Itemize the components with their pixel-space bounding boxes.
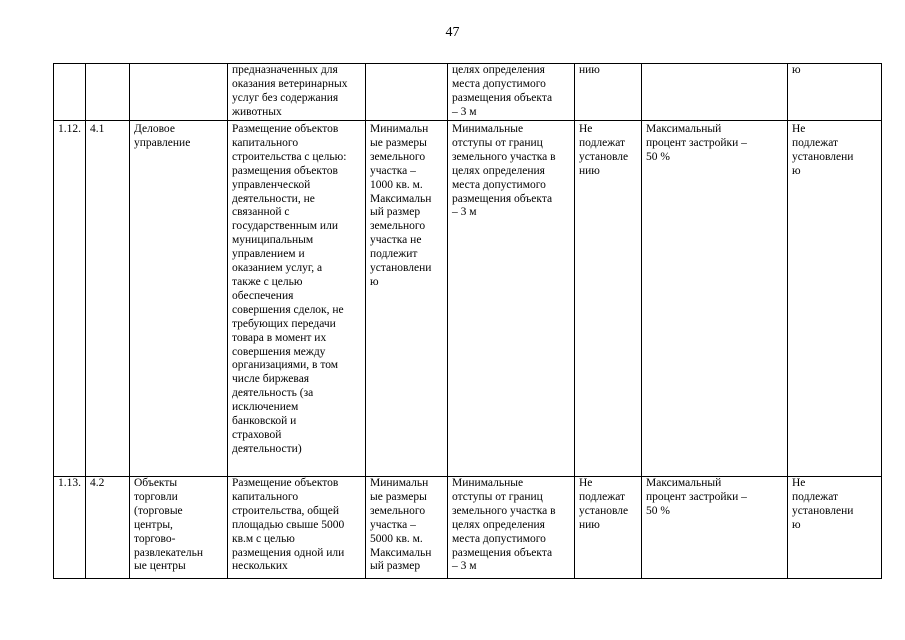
cell-description: предназначенных для оказания ветеринарных услуг без содержания животных — [228, 64, 366, 121]
cell-plot-size: Минимальн ые размеры земельного участка – 5000 кв. м. Максимальн ый размер — [366, 477, 448, 579]
cell-setbacks: целях определения места допустимого размещения объекта – 3 м — [448, 64, 575, 121]
cell-number: 1.13. — [54, 477, 86, 579]
cell-height-limit: Не подлежат установле нию — [575, 477, 642, 579]
cell-code: 4.1 — [86, 121, 130, 477]
cell-use-type: Объекты торговли (торговые центры, торгово- развлекательн ые центры — [130, 477, 228, 579]
cell-other-params: Не подлежат установлени ю — [788, 477, 882, 579]
cell-other-params: ю — [788, 64, 882, 121]
zoning-regulations-table — [53, 63, 882, 579]
table-row-1-12 — [54, 121, 882, 477]
page-number: 47 — [445, 25, 460, 40]
table-row-continuation — [54, 64, 882, 121]
cell-setbacks: Минимальные отступы от границ земельного участка в целях определения места допустимого размещения объекта – 3 м — [448, 477, 575, 579]
cell-height-limit: Не подлежат установле нию — [575, 121, 642, 477]
cell-coverage: Максимальный процент застройки – 50 % — [642, 477, 788, 579]
cell-setbacks: Минимальные отступы от границ земельного участка в целях определения места допустимого размещения объекта – 3 м — [448, 121, 575, 477]
cell-coverage — [642, 64, 788, 121]
cell-number: 1.12. — [54, 121, 86, 477]
cell-number — [54, 64, 86, 121]
cell-use-type: Деловое управление — [130, 121, 228, 477]
cell-coverage: Максимальный процент застройки – 50 % — [642, 121, 788, 477]
cell-code: 4.2 — [86, 477, 130, 579]
cell-plot-size — [366, 64, 448, 121]
cell-plot-size: Минимальн ые размеры земельного участка – 1000 кв. м. Максимальн ый размер земельного участка не подлежит установлени ю — [366, 121, 448, 477]
cell-height-limit: нию — [575, 64, 642, 121]
cell-use-type — [130, 64, 228, 121]
cell-other-params: Не подлежат установлени ю — [788, 121, 882, 477]
table-row-1-13 — [54, 477, 882, 579]
cell-description: Размещение объектов капитального строительства с целью: размещения объектов управленческой деятельности, не связанной с государственным или муниципальным управлением и оказанием услуг, а также с целью обеспечения совершения сделок, не требующих передачи товара в момент их совершения между организациями, в том числе биржевая деятельность (за исключением банковской и страховой деятельности) — [228, 121, 366, 477]
cell-description: Размещение объектов капитального строительства, общей площадью свыше 5000 кв.м с целью размещения одной или нескольких — [228, 477, 366, 579]
cell-code — [86, 64, 130, 121]
